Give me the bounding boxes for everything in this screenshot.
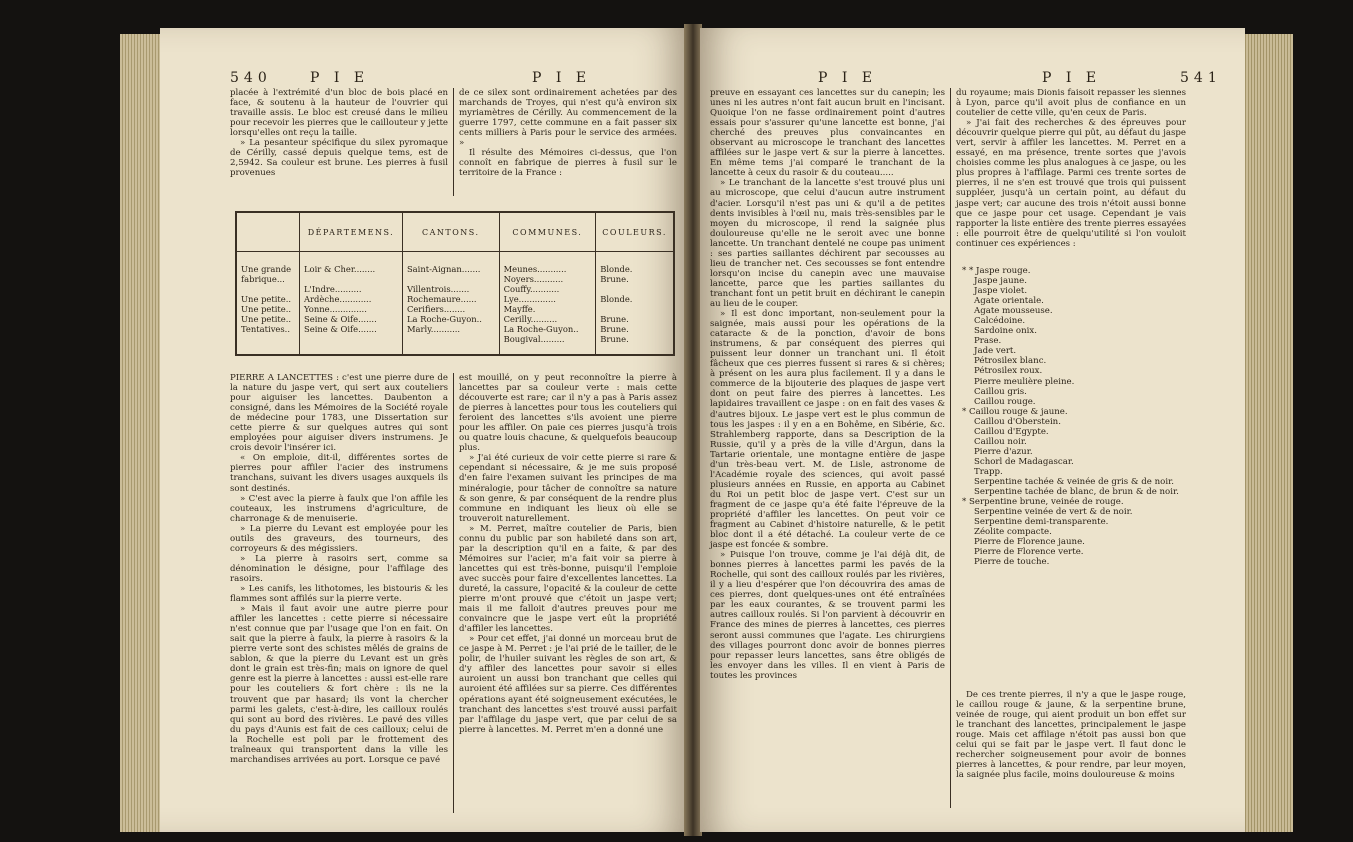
column-c (230, 373, 448, 765)
table-cell (402, 334, 499, 355)
stone-list-item: Trapp. (974, 466, 1003, 477)
column-b (459, 88, 677, 178)
table-cell: Mayffe. (499, 304, 596, 314)
table-header: COMMUNES. (499, 212, 596, 252)
stone-list-item: Pétrosilex roux. (974, 366, 1043, 377)
table-cell: Une grande (241, 264, 292, 274)
paragraph: est mouillé, on y peut reconnoître la pierre à lancettes par sa couleur verte : mais cette découverte est rare; car il n'y a pas à Paris assez de pierres à lancettes pour tous les couteliers qui feroient des lancettes s'ils avoient une pierre pour les affiler. On paie ces pierres jusqu'à trois ou quatre louis chacune, & quelquefois beaucoup plus. (459, 373, 677, 454)
fabrique-table (235, 211, 675, 356)
table-cell: La Roche-Guyon.. (499, 324, 596, 334)
table-cell: Seine & Oife....... (300, 324, 403, 334)
table-cell (300, 274, 403, 284)
column-f (956, 88, 1186, 249)
stone-list-item: Serpentine veinée de vert & de noir. (974, 507, 1133, 518)
table-cell: Brune. (596, 334, 674, 355)
stone-list-item: Sardoine onix. (974, 326, 1037, 337)
table-header (236, 212, 300, 252)
column-a (230, 88, 448, 178)
paragraph: » Les canifs, les lithotomes, les bistouris & les flammes sont affilés sur la pierre verte. (230, 583, 448, 605)
table-cell (236, 334, 300, 355)
table-header: DÉPARTEMENS. (300, 212, 403, 252)
left-page-edges (120, 34, 162, 832)
table-cell: Villentrois....... (402, 284, 499, 294)
stone-list-item: Agate mousseuse. (974, 306, 1053, 317)
table-cell: Brune. (596, 274, 674, 284)
running-head-right-a: P I E (818, 70, 878, 86)
table-cell (236, 284, 300, 294)
paragraph: » Pour cet effet, j'ai donné un morceau brut de ce jaspe à M. Perret : je l'ai prié de le tailler, de le polir, de l'huiler suivant les règles de son art, & d'y affiler des lancettes pour savoir si elles auroient un aussi bon tranchant que celles qui auroient été affilées sur sa pierre. Ces différentes opérations ayant été soigneusement exécutées, le tranchant des lancettes s'est trouvé aussi parfait par l'affilage du jaspe vert, que par celui de sa pierre à lancettes. M. Perret m'en a donné une (459, 634, 677, 735)
paragraph: Il résulte des Mémoires ci-dessus, que l'on connoît en fabrique de pierres à fusil sur le territoire de la France : (459, 148, 677, 179)
stone-list-item: Caillou d'Oberstein. (974, 416, 1061, 427)
stone-list-item: Serpentine demi-transparente. (974, 517, 1109, 528)
table-cell: Lye.............. (499, 294, 596, 304)
paragraph: » Puisque l'on trouve, comme je l'ai déjà dit, de bonnes pierres à lancettes parmi les pavés de la Rochelle, qui sont des cailloux roulés par les rivières, il y a lieu d'espérer que l'on découvrira des amas de ces pierres, dont quelques-unes ont été entraînées par les eaux courantes, & se trouvent parmi les autres cailloux roulés. Si l'on parvient à découvrir en France des mines de pierres à lancettes, ces pierres seront aussi communes que l'agate. Les chirurgiens des villages pourront donc avoir de bonnes pierres pour repasser leurs lancettes, sans être obligés de les envoyer dans les villes. Il en vient à Paris de toutes les provinces (710, 550, 945, 681)
table-cell: Brune. (596, 314, 674, 324)
stone-list-item: Prase. (974, 336, 1002, 347)
right-page-edges (1243, 34, 1293, 832)
running-head-left-b: P I E (532, 70, 592, 86)
table-cell: Marly........... (402, 324, 499, 334)
table-cell: Une petite.. (241, 314, 292, 324)
table-cell: Noyers........... (499, 274, 596, 284)
table-row (236, 304, 674, 314)
table-cell: Saint-Aignan....... (402, 252, 499, 275)
paragraph: » La pierre à rasoirs sert, comme sa dénomination le désigne, pour l'affilage des rasoirs. (230, 553, 448, 584)
paragraph: » La pierre du Levant est employée pour les outils des graveurs, des tourneurs, des corroyeurs & des mégissiers. (230, 523, 448, 554)
table-cell: Bougival......... (499, 334, 596, 355)
stone-list-item: Pierre d'azur. (974, 446, 1033, 457)
stone-list-item: Pierre de Florence jaune. (974, 537, 1085, 548)
paragraph: de ce silex sont ordinairement achetées par des marchands de Troyes, qui n'est qu'à environ six myriamètres de Cérilly. Au commencement de la guerre 1797, cette commune en a fait passer six cents milliers à Paris pour le service des armées. » (459, 88, 677, 149)
stone-list-item: Caillou noir. (974, 436, 1027, 447)
paragraph: » J'ai été curieux de voir cette pierre si rare & cependant si nécessaire, & je me suis proposé d'en faire l'examen suivant les principes de ma minéralogie, pour tâcher de connoître sa nature & son genre, & par conséquent de la rendre plus commune en indiquant les lieux où elle se trouveroit naturellement. (459, 453, 677, 524)
left-page (160, 28, 687, 832)
stone-list-item: Pétrosilex blanc. (974, 356, 1047, 367)
column-rule (950, 88, 951, 808)
table-cell: Rochemaure...... (402, 294, 499, 304)
running-head-left-a: P I E (310, 70, 370, 86)
page-number-right: 541 (1180, 70, 1222, 86)
page-number-left: 540 (230, 70, 272, 86)
table-cell: Cerilly.......... (499, 314, 596, 324)
stone-list-item: Jade vert. (974, 346, 1017, 357)
table-cell (596, 304, 674, 314)
paragraph: du royaume; mais Dionis faisoit repasser les siennes à Lyon, parce qu'il avoit plus de confiance en un coutelier de cette ville, qu'en ceux de Paris. (956, 88, 1186, 119)
column-g (956, 690, 1186, 780)
column-rule (453, 373, 454, 813)
table-cell: Yonne.............. (300, 304, 403, 314)
stone-list-item: Zéolite compacte. (974, 527, 1052, 538)
table-cell: Blonde. (596, 294, 674, 304)
table-cell: La Roche-Guyon.. (402, 314, 499, 324)
stone-list-item: Pierre de Florence verte. (974, 547, 1084, 558)
table-row (236, 324, 674, 334)
paragraph: » Il est donc important, non-seulement pour la saignée, mais aussi pour les opérations de la cataracte & de la ponction, d'avoir de bons instrumens, & par conséquent des pierres qui puissent leur donner un tranchant uni. Il étoit fâcheux que ces pierres fussent si rares & si chères; à présent on les aura plus facilement. Il y a dans le commerce de la bijouterie des plaques de jaspe vert dont on peut faire des pierres à lancettes. Les lapidaires travaillent ce jaspe : on en fait des vases & d'autres bijoux. Le jaspe vert est le plus commun de tous les jaspes : il y en a en Bohême, en Sibérie, &c. Strahlemberg rapporte, dans sa Description de la Russie, qu'il y a près de la ville d'Argun, dans la Tartarie orientale, une montagne entière de jaspe d'un très-beau vert. M. de Lisle, astronome de l'Académie royale des sciences, qui avoit passé plusieurs années en Russie, en apporta au Cabinet du Roi un petit bloc de jaspe vert. C'est sur un fragment de ce jaspe qu'a été faite l'épreuve de la propriété d'affiler les lancettes. On peut voir ce fragment au Cabinet d'histoire naturelle, & le petit bloc dont il a été détaché. La couleur verte de ce jaspe est foncée & sombre. (710, 309, 945, 551)
table-header: CANTONS. (402, 212, 499, 252)
stone-list-item: Jaspe violet. (974, 286, 1028, 297)
paragraph: placée à l'extrémité d'un bloc de bois placé en face, & soutenu à la hauteur de l'ouvrier qui travaille assis. Le bloc est creusé dans le milieu pour recevoir les pierres que le caillouteur y jette lorsqu'elles ont reçu la taille. (230, 88, 448, 139)
table-cell (596, 284, 674, 294)
table-cell: fabrique... (241, 274, 285, 284)
table-cell: Meunes........... (499, 252, 596, 275)
table-cell: Couffy........... (499, 284, 596, 294)
table-cell: Tentatives.. (241, 324, 290, 334)
table-header: COULEURS. (596, 212, 674, 252)
stone-list (962, 266, 1186, 567)
column-rule (453, 88, 454, 196)
table-cell: Cerifiers........ (402, 304, 499, 314)
stone-list-item: Caillou rouge. (974, 396, 1036, 407)
table-cell: Une petite.. (241, 304, 292, 314)
stone-list-item: * * Jaspe rouge. (962, 266, 1031, 276)
paragraph: » La pesanteur spécifique du silex pyromaque de Cérilly, cassé depuis quelque tems, est de 2,5942. Sa couleur est brune. Les pierres à fusil provenues (230, 138, 448, 179)
table-cell (300, 334, 403, 355)
table-row (236, 274, 674, 284)
stone-list-item: Jaspe jaune. (974, 276, 1027, 287)
table-row (236, 252, 674, 275)
stone-list-item: Schorl de Madagascar. (974, 456, 1074, 467)
column-d (459, 373, 677, 735)
table-cell: Seine & Oife....... (300, 314, 403, 324)
table-row (236, 334, 674, 355)
running-head-right-b: P I E (1042, 70, 1102, 86)
table-cell: Brune. (596, 324, 674, 334)
table-cell: Blonde. (596, 252, 674, 275)
stone-list-item: * Caillou rouge & jaune. (962, 406, 1068, 417)
stone-list-item: Caillou d'Egypte. (974, 426, 1049, 437)
paragraph: » J'ai fait des recherches & des épreuves pour découvrir quelque pierre qui pût, au défaut du jaspe vert, servir à affiler les lancettes. M. Perret en a essayé, en ma présence, trente sortes que j'avois choisies comme les plus analogues à ce jaspe, ou les plus propres à l'affilage. Parmi ces trente sortes de pierres, il ne s'en est trouvé que trois qui puissent suppléer, jusqu'à un certain point, au défaut du jaspe vert; car aucune des trois n'étoit aussi bonne que ce jaspe pour cet usage. Cependant je vais rapporter la liste entière des trente pierres essayées : elle pourroit être de quelqu'utilité si l'on vouloit continuer ces expériences : (956, 118, 1186, 249)
table-cell: Une petite.. (241, 294, 292, 304)
paragraph: » Le tranchant de la lancette s'est trouvé plus uni au microscope, que celui d'aucun autre instrument d'acier. Lorsqu'il n'est pas uni & qu'il a de petites dents invisibles à l'œil nu, mais très-sensibles par le moyen du microscope, il rend la saignée plus douloureuse qu'elle ne le seroit avec une bonne lancette. Un tranchant dentelé ne coupe pas uniment : ses parties saillantes déchirent par secousses au lieu de trancher net. Ces secousses se font entendre lorsqu'on incise du canepin avec une mauvaise lancette, parce que les parties saillantes du tranchant font un petit bruit en déchirant le canepin au lieu de le couper. (710, 178, 945, 309)
stone-list-item: Serpentine tachée & veinée de gris & de noir. (974, 476, 1174, 487)
paragraph: » C'est avec la pierre à faulx que l'on affile les couteaux, les instrumens d'agriculture, de charronage & de menuiserie. (230, 493, 448, 524)
table-cell (402, 274, 499, 284)
table-cell: Loir & Cher........ (300, 252, 403, 275)
paragraph: De ces trente pierres, il n'y a que le jaspe rouge, le caillou rouge & jaune, & la serpentine brune, veinée de rouge, qui aient produit un bon effet sur le tranchant des lancettes, principalement le jaspe rouge. Mais cet affilage n'étoit pas aussi bon que celui qui se fait par le jaspe vert. Il faut donc le rechercher soigneusement pour avoir de bonnes pierres à lancettes, & pour rendre, par leur moyen, la saignée plus facile, moins douloureuse & moins (956, 690, 1186, 781)
table-cell: L'Indre.......... (300, 284, 403, 294)
paragraph: « On emploie, dit-il, différentes sortes de pierres pour affiler l'acier des instrumens tranchans, suivant les divers usages auxquels ils sont destinés. (230, 453, 448, 494)
right-page (700, 28, 1245, 832)
stone-list-item: Pierre meulière pleine. (974, 376, 1075, 387)
paragraph: preuve en essayant ces lancettes sur du canepin; les unes ni les autres n'ont fait aucun bruit en l'incisant. Quoique l'on ne fasse ordinairement point d'autres essais pour s'assurer qu'une lancette est bonne, j'ai cherché des preuves plus convaincantes en observant au microscope le tranchant des lancettes affilées sur le jaspe vert & sur la pierre à lancettes. En même tems j'ai comparé le tranchant de la lancette à ceux du rasoir & du couteau..... (710, 88, 945, 179)
table-header-row (236, 212, 674, 252)
table-row (236, 284, 674, 294)
stone-list-item: Caillou gris. (974, 386, 1027, 397)
paragraph: PIERRE A LANCETTES : c'est une pierre dure de la nature du jaspe vert, qui sert aux couteliers pour aiguiser les lancettes. Daubenton a consigné, dans les Mémoires de la Société royale de médecine pour 1783, une Dissertation sur cette pierre & sur quelques autres qui sont employées pour aiguiser divers instrumens. Je crois devoir l'insérer ici. (230, 373, 448, 454)
table-row (236, 314, 674, 324)
stone-list-item: Agate orientale. (974, 296, 1044, 307)
stone-list-item: * Serpentine brune, veinée de rouge. (962, 497, 1124, 508)
paragraph: » Mais il faut avoir une autre pierre pour affiler les lancettes : cette pierre si nécessaire n'est connue que par l'usage que l'on en fait. On sait que la pierre à faulx, la pierre à rasoirs & la pierre verte sont des schistes mêlés de grains de sablon, & que la pierre du Levant est un grès dont le grain est très-fin; mais on ignore de quel genre est la pierre à lancettes : aussi est-elle rare pour les couteliers & fort chère : ils ne la trouvent que par hasard; ils vont la chercher parmi les galets, c'est-à-dire, les cailloux roulés qui sont au bord des rivières. Le pavé des villes du pays d'Aunis est fait de ces cailloux; celui de la Rochelle est poli par le frottement des traîneaux qui transportent dans la ville les marchandises arrivées au port. Lorsque ce pavé (230, 604, 448, 765)
table-cell: Ardèche............ (300, 294, 403, 304)
stone-list-item: Pierre de touche. (974, 557, 1050, 568)
column-e (710, 88, 945, 681)
stone-list-item: Serpentine tachée de blanc, de brun & de noir. (974, 487, 1179, 498)
table-row (236, 294, 674, 304)
stone-list-item: Calcédoine. (974, 316, 1026, 327)
paragraph: » M. Perret, maître coutelier de Paris, bien connu du public par son habileté dans son art, par la description qu'il en a faite, & par des Mémoires sur l'acier, m'a fait voir sa pierre à lancettes qui est très-bonne, puisqu'il l'emploie avec succès pour faire d'excellentes lancettes. La dureté, la cassure, l'opacité & la couleur de cette pierre m'ont prouvé que c'étoit un jaspe vert; mais il me falloit d'autres preuves pour me convaincre que le jaspe vert eût la propriété d'affiler les lancettes. (459, 523, 677, 635)
